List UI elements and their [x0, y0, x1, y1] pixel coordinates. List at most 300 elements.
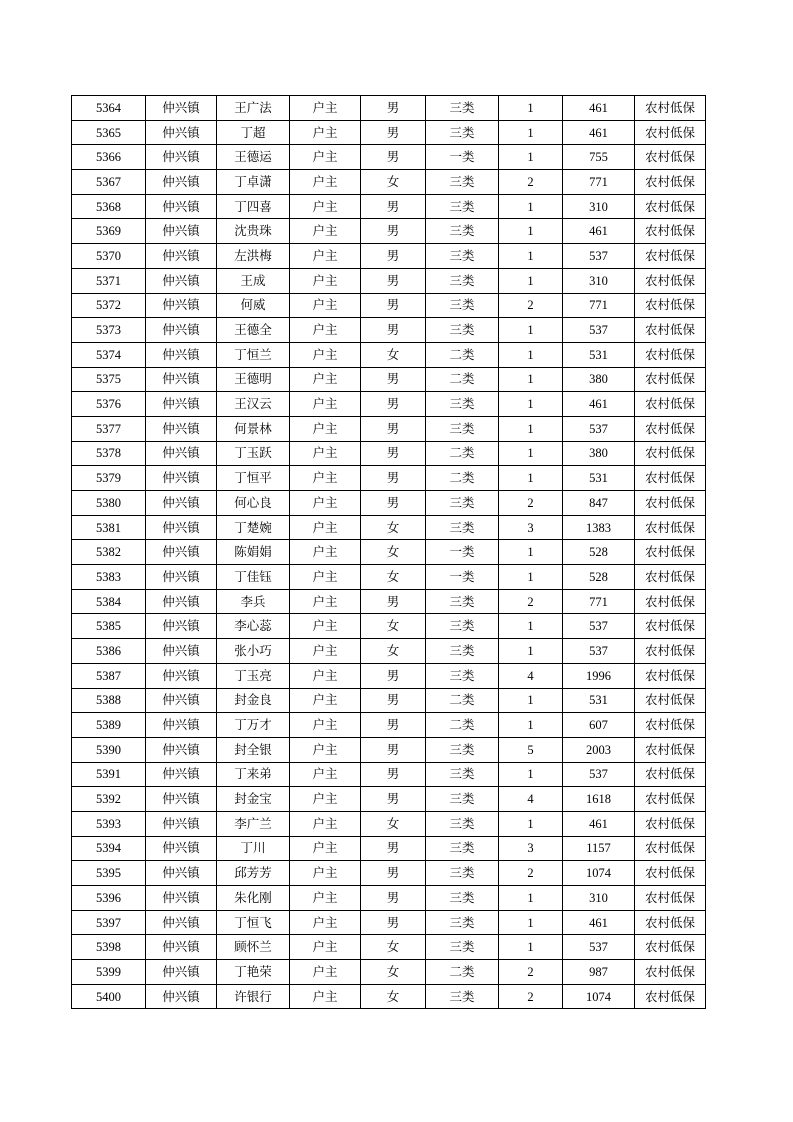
- gender-cell: 男: [361, 713, 426, 738]
- township-cell: 仲兴镇: [146, 787, 217, 812]
- assistance-type-cell: 农村低保: [635, 836, 706, 861]
- amount-cell: 771: [563, 170, 635, 195]
- name-cell: 丁恒平: [217, 466, 290, 491]
- relation-cell: 户主: [290, 836, 361, 861]
- township-cell: 仲兴镇: [146, 466, 217, 491]
- record-number-cell: 5392: [72, 787, 146, 812]
- relation-cell: 户主: [290, 762, 361, 787]
- amount-cell: 1618: [563, 787, 635, 812]
- record-number-cell: 5368: [72, 194, 146, 219]
- township-cell: 仲兴镇: [146, 540, 217, 565]
- table-row: [72, 96, 706, 121]
- assistance-type-cell: 农村低保: [635, 589, 706, 614]
- category-cell: 二类: [426, 688, 499, 713]
- category-cell: 三类: [426, 244, 499, 269]
- category-cell: 三类: [426, 120, 499, 145]
- amount-cell: 461: [563, 392, 635, 417]
- township-cell: 仲兴镇: [146, 120, 217, 145]
- township-cell: 仲兴镇: [146, 342, 217, 367]
- table-row: [72, 836, 706, 861]
- assistance-type-cell: 农村低保: [635, 984, 706, 1009]
- household-size-cell: 1: [499, 219, 563, 244]
- assistance-type-cell: 农村低保: [635, 565, 706, 590]
- category-cell: 三类: [426, 219, 499, 244]
- relation-cell: 户主: [290, 960, 361, 985]
- name-cell: 王德全: [217, 318, 290, 343]
- township-cell: 仲兴镇: [146, 170, 217, 195]
- table-row: [72, 293, 706, 318]
- assistance-type-cell: 农村低保: [635, 787, 706, 812]
- name-cell: 丁佳钰: [217, 565, 290, 590]
- assistance-type-cell: 农村低保: [635, 293, 706, 318]
- category-cell: 三类: [426, 639, 499, 664]
- household-size-cell: 1: [499, 811, 563, 836]
- gender-cell: 女: [361, 984, 426, 1009]
- amount-cell: 537: [563, 762, 635, 787]
- household-size-cell: 1: [499, 886, 563, 911]
- amount-cell: 987: [563, 960, 635, 985]
- category-cell: 一类: [426, 540, 499, 565]
- name-cell: 封金宝: [217, 787, 290, 812]
- gender-cell: 女: [361, 565, 426, 590]
- name-cell: 丁超: [217, 120, 290, 145]
- household-size-cell: 1: [499, 639, 563, 664]
- category-cell: 三类: [426, 589, 499, 614]
- category-cell: 三类: [426, 614, 499, 639]
- category-cell: 三类: [426, 910, 499, 935]
- relation-cell: 户主: [290, 219, 361, 244]
- relation-cell: 户主: [290, 861, 361, 886]
- township-cell: 仲兴镇: [146, 293, 217, 318]
- amount-cell: 531: [563, 466, 635, 491]
- assistance-type-cell: 农村低保: [635, 318, 706, 343]
- township-cell: 仲兴镇: [146, 910, 217, 935]
- category-cell: 二类: [426, 342, 499, 367]
- record-number-cell: 5391: [72, 762, 146, 787]
- township-cell: 仲兴镇: [146, 861, 217, 886]
- relation-cell: 户主: [290, 416, 361, 441]
- record-number-cell: 5364: [72, 96, 146, 121]
- relation-cell: 户主: [290, 565, 361, 590]
- record-number-cell: 5365: [72, 120, 146, 145]
- household-size-cell: 2: [499, 861, 563, 886]
- gender-cell: 男: [361, 466, 426, 491]
- category-cell: 三类: [426, 515, 499, 540]
- township-cell: 仲兴镇: [146, 589, 217, 614]
- household-size-cell: 1: [499, 565, 563, 590]
- record-number-cell: 5400: [72, 984, 146, 1009]
- household-size-cell: 2: [499, 984, 563, 1009]
- name-cell: 丁恒飞: [217, 910, 290, 935]
- household-size-cell: 4: [499, 663, 563, 688]
- relation-cell: 户主: [290, 811, 361, 836]
- relation-cell: 户主: [290, 910, 361, 935]
- township-cell: 仲兴镇: [146, 491, 217, 516]
- gender-cell: 男: [361, 688, 426, 713]
- gender-cell: 男: [361, 392, 426, 417]
- assistance-type-cell: 农村低保: [635, 367, 706, 392]
- assistance-type-cell: 农村低保: [635, 441, 706, 466]
- township-cell: 仲兴镇: [146, 836, 217, 861]
- amount-cell: 528: [563, 540, 635, 565]
- name-cell: 丁来弟: [217, 762, 290, 787]
- record-number-cell: 5375: [72, 367, 146, 392]
- assistance-type-cell: 农村低保: [635, 491, 706, 516]
- name-cell: 丁万才: [217, 713, 290, 738]
- name-cell: 丁玉跃: [217, 441, 290, 466]
- record-number-cell: 5377: [72, 416, 146, 441]
- table-row: [72, 441, 706, 466]
- category-cell: 三类: [426, 318, 499, 343]
- table-row: [72, 565, 706, 590]
- amount-cell: 380: [563, 367, 635, 392]
- amount-cell: 847: [563, 491, 635, 516]
- household-size-cell: 3: [499, 836, 563, 861]
- table-row: [72, 342, 706, 367]
- relation-cell: 户主: [290, 663, 361, 688]
- amount-cell: 310: [563, 194, 635, 219]
- household-size-cell: 1: [499, 466, 563, 491]
- record-number-cell: 5372: [72, 293, 146, 318]
- township-cell: 仲兴镇: [146, 416, 217, 441]
- relation-cell: 户主: [290, 886, 361, 911]
- record-number-cell: 5369: [72, 219, 146, 244]
- household-size-cell: 1: [499, 96, 563, 121]
- assistance-type-cell: 农村低保: [635, 663, 706, 688]
- name-cell: 邱芳芳: [217, 861, 290, 886]
- gender-cell: 男: [361, 367, 426, 392]
- household-size-cell: 2: [499, 170, 563, 195]
- household-size-cell: 4: [499, 787, 563, 812]
- gender-cell: 男: [361, 120, 426, 145]
- assistance-type-cell: 农村低保: [635, 342, 706, 367]
- amount-cell: 1074: [563, 861, 635, 886]
- township-cell: 仲兴镇: [146, 688, 217, 713]
- relation-cell: 户主: [290, 170, 361, 195]
- table-row: [72, 861, 706, 886]
- table-row: [72, 663, 706, 688]
- record-number-cell: 5397: [72, 910, 146, 935]
- gender-cell: 女: [361, 614, 426, 639]
- household-size-cell: 1: [499, 194, 563, 219]
- table-row: [72, 886, 706, 911]
- table-row: [72, 787, 706, 812]
- gender-cell: 男: [361, 441, 426, 466]
- relation-cell: 户主: [290, 392, 361, 417]
- table-row: [72, 688, 706, 713]
- table-row: [72, 515, 706, 540]
- record-number-cell: 5385: [72, 614, 146, 639]
- name-cell: 丁艳荣: [217, 960, 290, 985]
- name-cell: 丁玉亮: [217, 663, 290, 688]
- household-size-cell: 1: [499, 342, 563, 367]
- household-size-cell: 1: [499, 935, 563, 960]
- gender-cell: 女: [361, 811, 426, 836]
- category-cell: 三类: [426, 861, 499, 886]
- township-cell: 仲兴镇: [146, 737, 217, 762]
- township-cell: 仲兴镇: [146, 219, 217, 244]
- township-cell: 仲兴镇: [146, 515, 217, 540]
- assistance-type-cell: 农村低保: [635, 194, 706, 219]
- category-cell: 二类: [426, 367, 499, 392]
- amount-cell: 537: [563, 416, 635, 441]
- assistance-type-cell: 农村低保: [635, 861, 706, 886]
- record-number-cell: 5381: [72, 515, 146, 540]
- table-row: [72, 639, 706, 664]
- amount-cell: 461: [563, 120, 635, 145]
- table-row: [72, 416, 706, 441]
- household-size-cell: 1: [499, 688, 563, 713]
- township-cell: 仲兴镇: [146, 762, 217, 787]
- amount-cell: 537: [563, 244, 635, 269]
- category-cell: 三类: [426, 194, 499, 219]
- amount-cell: 528: [563, 565, 635, 590]
- gender-cell: 男: [361, 318, 426, 343]
- name-cell: 李心蕊: [217, 614, 290, 639]
- relation-cell: 户主: [290, 318, 361, 343]
- name-cell: 封金良: [217, 688, 290, 713]
- amount-cell: 607: [563, 713, 635, 738]
- gender-cell: 男: [361, 293, 426, 318]
- relation-cell: 户主: [290, 737, 361, 762]
- relation-cell: 户主: [290, 540, 361, 565]
- township-cell: 仲兴镇: [146, 614, 217, 639]
- relation-cell: 户主: [290, 441, 361, 466]
- category-cell: 二类: [426, 713, 499, 738]
- township-cell: 仲兴镇: [146, 886, 217, 911]
- name-cell: 丁楚婉: [217, 515, 290, 540]
- township-cell: 仲兴镇: [146, 244, 217, 269]
- name-cell: 李兵: [217, 589, 290, 614]
- household-size-cell: 1: [499, 145, 563, 170]
- assistance-type-cell: 农村低保: [635, 639, 706, 664]
- assistance-type-cell: 农村低保: [635, 392, 706, 417]
- record-number-cell: 5399: [72, 960, 146, 985]
- roster-table-body: [72, 96, 706, 1009]
- name-cell: 何景林: [217, 416, 290, 441]
- relation-cell: 户主: [290, 589, 361, 614]
- category-cell: 三类: [426, 491, 499, 516]
- amount-cell: 461: [563, 96, 635, 121]
- amount-cell: 2003: [563, 737, 635, 762]
- record-number-cell: 5394: [72, 836, 146, 861]
- relation-cell: 户主: [290, 342, 361, 367]
- record-number-cell: 5393: [72, 811, 146, 836]
- township-cell: 仲兴镇: [146, 318, 217, 343]
- category-cell: 三类: [426, 886, 499, 911]
- assistance-type-cell: 农村低保: [635, 170, 706, 195]
- township-cell: 仲兴镇: [146, 392, 217, 417]
- relation-cell: 户主: [290, 984, 361, 1009]
- household-size-cell: 2: [499, 491, 563, 516]
- relation-cell: 户主: [290, 194, 361, 219]
- table-row: [72, 367, 706, 392]
- amount-cell: 1996: [563, 663, 635, 688]
- assistance-type-cell: 农村低保: [635, 416, 706, 441]
- amount-cell: 461: [563, 910, 635, 935]
- amount-cell: 310: [563, 886, 635, 911]
- record-number-cell: 5390: [72, 737, 146, 762]
- record-number-cell: 5378: [72, 441, 146, 466]
- gender-cell: 男: [361, 219, 426, 244]
- relation-cell: 户主: [290, 515, 361, 540]
- township-cell: 仲兴镇: [146, 663, 217, 688]
- gender-cell: 男: [361, 96, 426, 121]
- gender-cell: 男: [361, 737, 426, 762]
- relation-cell: 户主: [290, 614, 361, 639]
- gender-cell: 男: [361, 861, 426, 886]
- assistance-type-cell: 农村低保: [635, 540, 706, 565]
- table-row: [72, 170, 706, 195]
- gender-cell: 男: [361, 145, 426, 170]
- relation-cell: 户主: [290, 244, 361, 269]
- amount-cell: 461: [563, 219, 635, 244]
- category-cell: 三类: [426, 268, 499, 293]
- table-row: [72, 244, 706, 269]
- relation-cell: 户主: [290, 120, 361, 145]
- table-row: [72, 120, 706, 145]
- household-size-cell: 1: [499, 244, 563, 269]
- table-row: [72, 737, 706, 762]
- household-size-cell: 1: [499, 614, 563, 639]
- category-cell: 三类: [426, 762, 499, 787]
- relation-cell: 户主: [290, 935, 361, 960]
- amount-cell: 755: [563, 145, 635, 170]
- record-number-cell: 5389: [72, 713, 146, 738]
- household-size-cell: 3: [499, 515, 563, 540]
- township-cell: 仲兴镇: [146, 194, 217, 219]
- table-row: [72, 145, 706, 170]
- relation-cell: 户主: [290, 688, 361, 713]
- amount-cell: 310: [563, 268, 635, 293]
- gender-cell: 男: [361, 491, 426, 516]
- table-row: [72, 984, 706, 1009]
- gender-cell: 男: [361, 244, 426, 269]
- amount-cell: 1383: [563, 515, 635, 540]
- gender-cell: 男: [361, 663, 426, 688]
- amount-cell: 531: [563, 688, 635, 713]
- assistance-type-cell: 农村低保: [635, 935, 706, 960]
- record-number-cell: 5367: [72, 170, 146, 195]
- assistance-type-cell: 农村低保: [635, 886, 706, 911]
- category-cell: 三类: [426, 737, 499, 762]
- household-size-cell: 2: [499, 589, 563, 614]
- table-row: [72, 318, 706, 343]
- record-number-cell: 5395: [72, 861, 146, 886]
- township-cell: 仲兴镇: [146, 935, 217, 960]
- table-row: [72, 466, 706, 491]
- amount-cell: 537: [563, 614, 635, 639]
- roster-table: [71, 95, 706, 1009]
- record-number-cell: 5396: [72, 886, 146, 911]
- category-cell: 三类: [426, 96, 499, 121]
- name-cell: 丁四喜: [217, 194, 290, 219]
- assistance-type-cell: 农村低保: [635, 268, 706, 293]
- relation-cell: 户主: [290, 367, 361, 392]
- household-size-cell: 1: [499, 713, 563, 738]
- name-cell: 王德明: [217, 367, 290, 392]
- category-cell: 一类: [426, 145, 499, 170]
- household-size-cell: 5: [499, 737, 563, 762]
- record-number-cell: 5366: [72, 145, 146, 170]
- category-cell: 三类: [426, 787, 499, 812]
- assistance-type-cell: 农村低保: [635, 244, 706, 269]
- assistance-type-cell: 农村低保: [635, 960, 706, 985]
- record-number-cell: 5384: [72, 589, 146, 614]
- amount-cell: 531: [563, 342, 635, 367]
- gender-cell: 男: [361, 194, 426, 219]
- gender-cell: 女: [361, 342, 426, 367]
- record-number-cell: 5373: [72, 318, 146, 343]
- amount-cell: 537: [563, 935, 635, 960]
- record-number-cell: 5387: [72, 663, 146, 688]
- assistance-type-cell: 农村低保: [635, 219, 706, 244]
- household-size-cell: 1: [499, 367, 563, 392]
- amount-cell: 771: [563, 293, 635, 318]
- township-cell: 仲兴镇: [146, 367, 217, 392]
- record-number-cell: 5386: [72, 639, 146, 664]
- category-cell: 二类: [426, 441, 499, 466]
- amount-cell: 537: [563, 639, 635, 664]
- category-cell: 二类: [426, 960, 499, 985]
- assistance-type-cell: 农村低保: [635, 713, 706, 738]
- name-cell: 何威: [217, 293, 290, 318]
- relation-cell: 户主: [290, 96, 361, 121]
- record-number-cell: 5379: [72, 466, 146, 491]
- gender-cell: 男: [361, 910, 426, 935]
- name-cell: 王广法: [217, 96, 290, 121]
- gender-cell: 女: [361, 170, 426, 195]
- gender-cell: 男: [361, 762, 426, 787]
- table-row: [72, 811, 706, 836]
- name-cell: 丁川: [217, 836, 290, 861]
- assistance-type-cell: 农村低保: [635, 515, 706, 540]
- amount-cell: 380: [563, 441, 635, 466]
- amount-cell: 771: [563, 589, 635, 614]
- relation-cell: 户主: [290, 268, 361, 293]
- amount-cell: 1157: [563, 836, 635, 861]
- relation-cell: 户主: [290, 466, 361, 491]
- table-row: [72, 589, 706, 614]
- amount-cell: 537: [563, 318, 635, 343]
- category-cell: 三类: [426, 811, 499, 836]
- record-number-cell: 5376: [72, 392, 146, 417]
- name-cell: 沈贵珠: [217, 219, 290, 244]
- township-cell: 仲兴镇: [146, 639, 217, 664]
- gender-cell: 男: [361, 268, 426, 293]
- household-size-cell: 1: [499, 318, 563, 343]
- relation-cell: 户主: [290, 639, 361, 664]
- name-cell: 丁卓潇: [217, 170, 290, 195]
- name-cell: 张小巧: [217, 639, 290, 664]
- household-size-cell: 1: [499, 392, 563, 417]
- category-cell: 三类: [426, 170, 499, 195]
- township-cell: 仲兴镇: [146, 984, 217, 1009]
- amount-cell: 1074: [563, 984, 635, 1009]
- category-cell: 三类: [426, 663, 499, 688]
- relation-cell: 户主: [290, 491, 361, 516]
- gender-cell: 男: [361, 589, 426, 614]
- township-cell: 仲兴镇: [146, 960, 217, 985]
- table-row: [72, 960, 706, 985]
- assistance-type-cell: 农村低保: [635, 120, 706, 145]
- gender-cell: 男: [361, 787, 426, 812]
- table-row: [72, 392, 706, 417]
- roster-table-container: [71, 95, 705, 1009]
- township-cell: 仲兴镇: [146, 565, 217, 590]
- amount-cell: 461: [563, 811, 635, 836]
- household-size-cell: 1: [499, 120, 563, 145]
